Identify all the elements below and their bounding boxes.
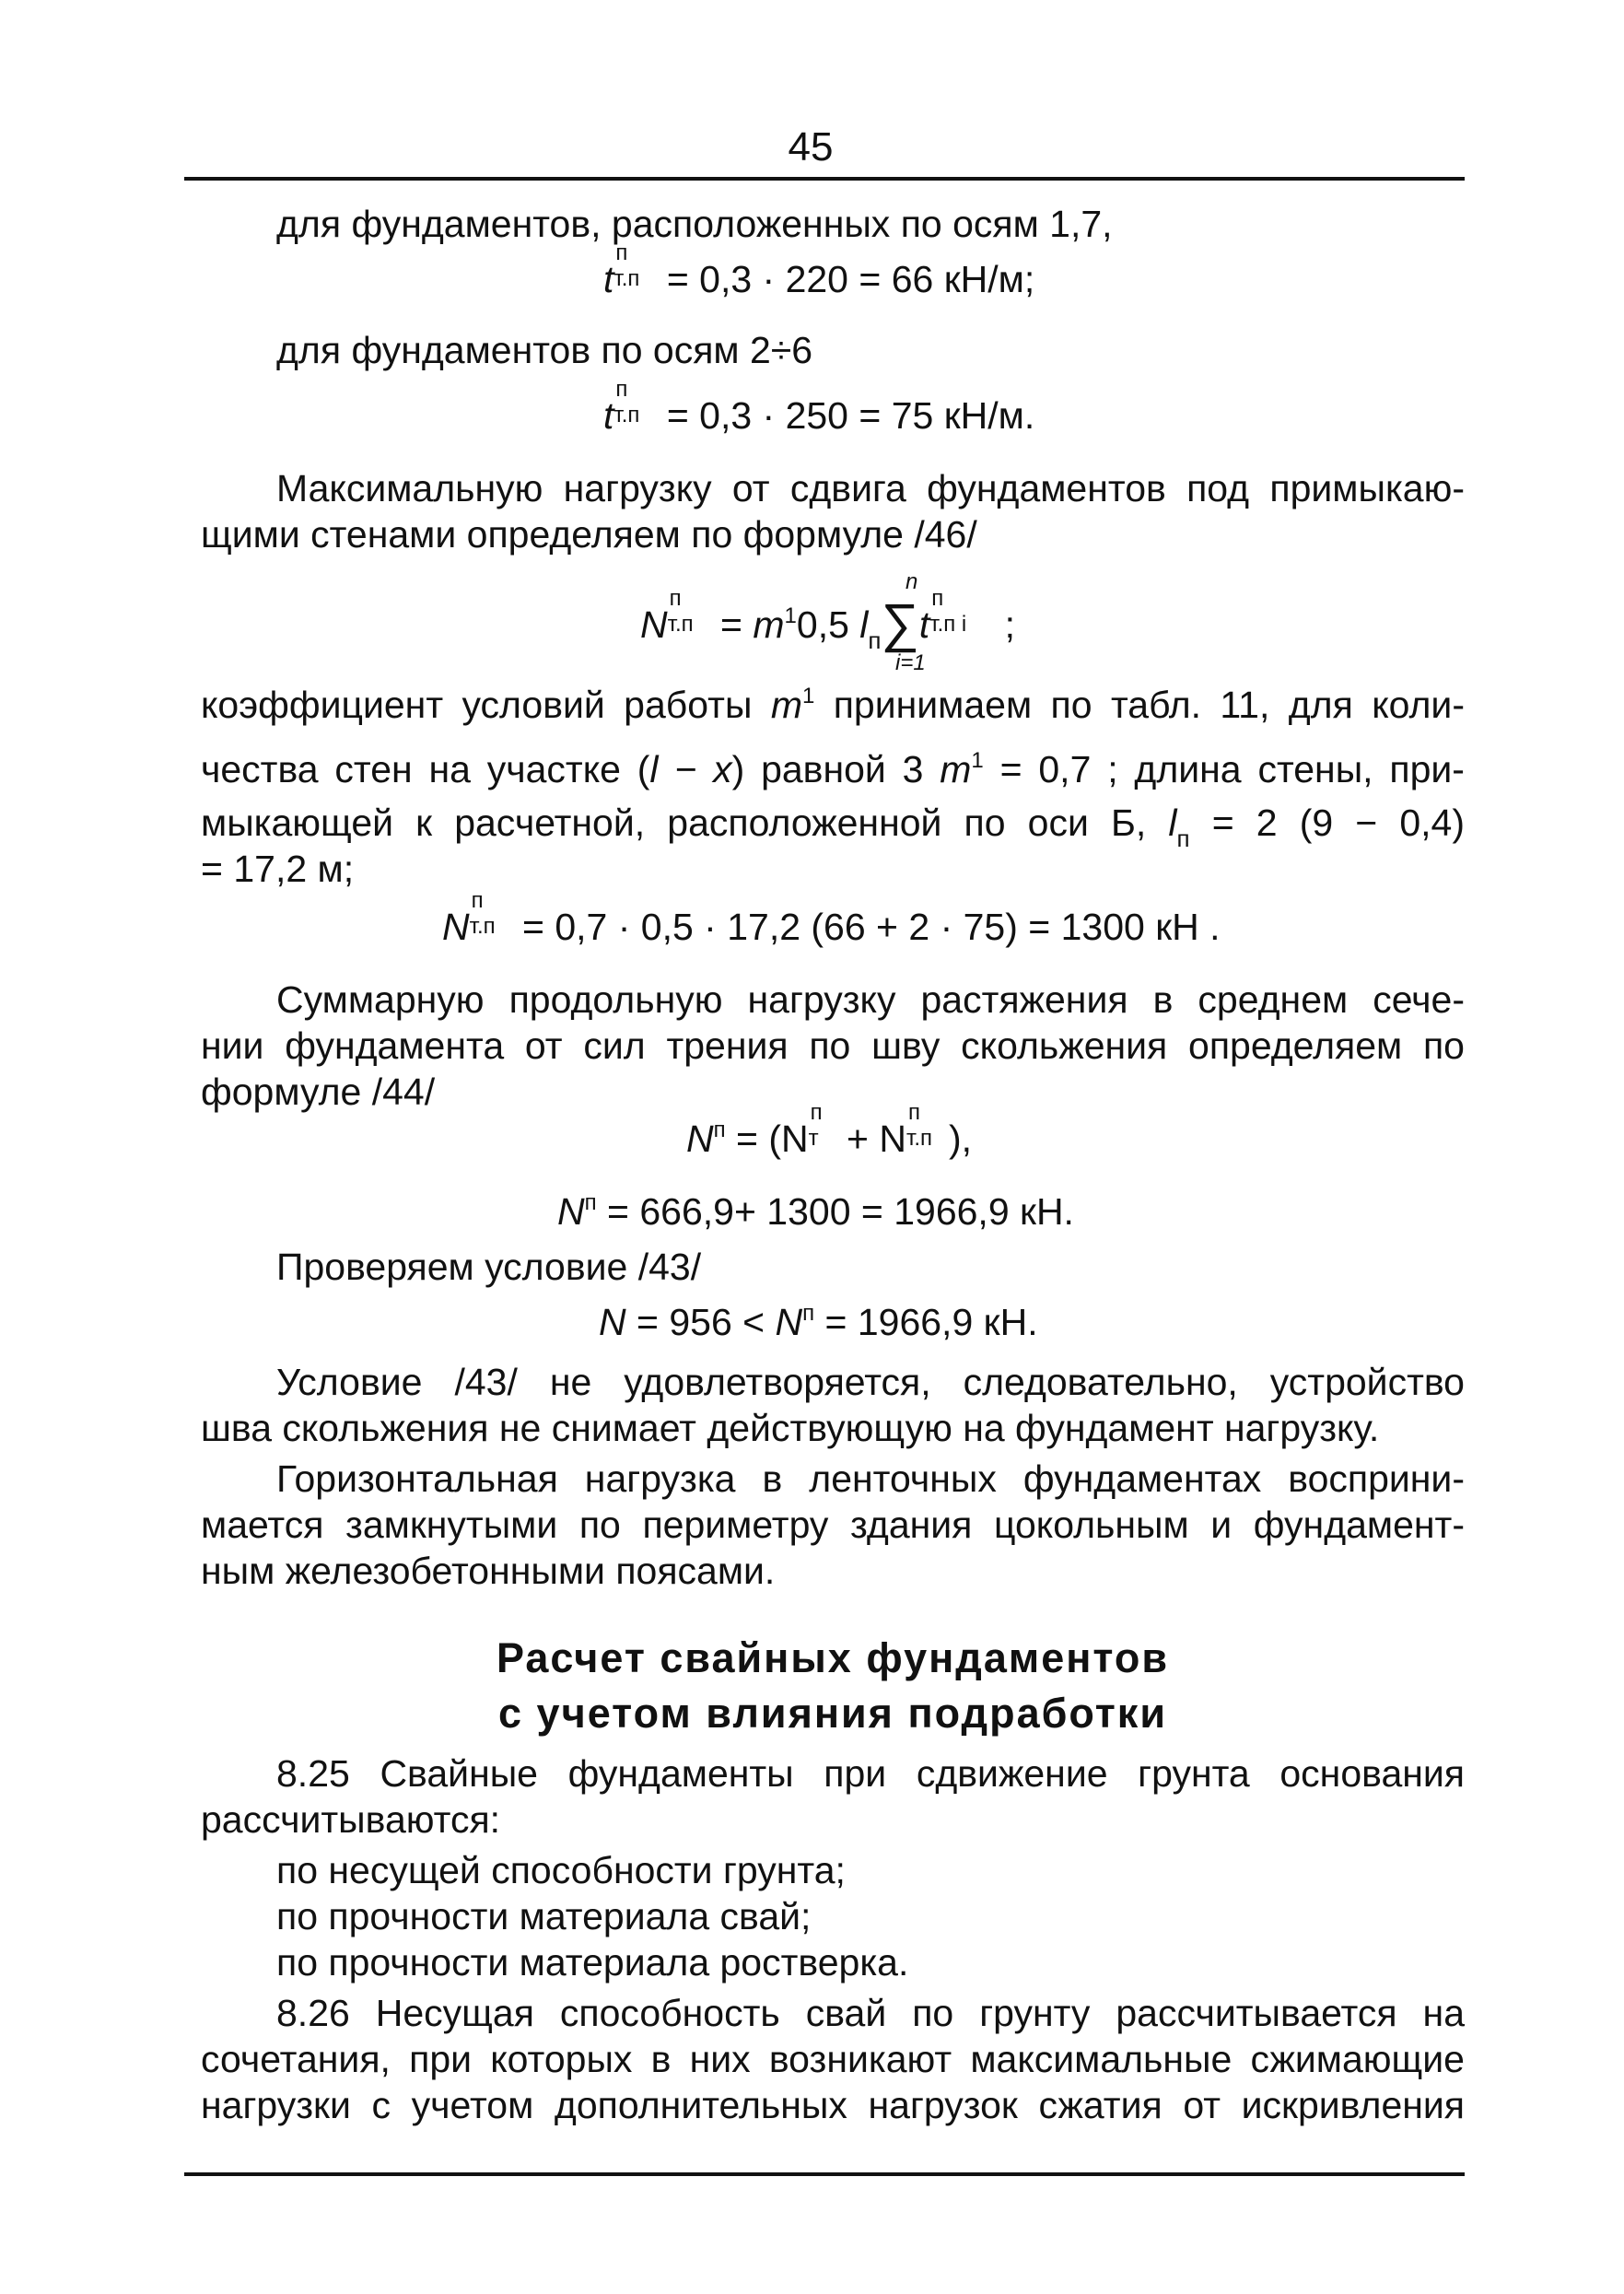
formula-check: $N = 956 < N^п = 1966,9$ кН.: [599, 1301, 1038, 1343]
sub-sup: п т.п i: [929, 586, 967, 637]
paragraph-line: щими стенами определяем по формуле /46/: [201, 513, 977, 556]
semicolon: ;: [1004, 603, 1016, 646]
formula-rhs: = 0,3 · 220 = 66 кН/м;: [666, 258, 1035, 300]
paragraph-line: рассчитываются:: [201, 1798, 501, 1841]
paragraph-line: = 17,2 м;: [201, 848, 355, 890]
paragraph-line: коэффициент условий работы $m^1$ принимаем по табл. 11, для коли-: [201, 684, 1465, 726]
page-number: 45: [788, 124, 834, 170]
top-rule: [184, 177, 1465, 181]
sum-upper-limit: n: [905, 569, 918, 594]
paragraph-line: мается замкнутыми по периметру здания цокольным и фундамент-: [201, 1504, 1465, 1546]
symbol-N: N: [557, 1190, 585, 1233]
paragraph-line: 8.26 Несущая способность свай по грунту рассчитывается на: [276, 1992, 1465, 2034]
sum-lower-limit: i=1: [895, 650, 926, 675]
formula-N-tp-value: [442, 888, 1221, 950]
text-line: для фундаментов по осям 2÷6: [276, 329, 813, 371]
sigma-symbol: ∑: [881, 593, 919, 653]
formula-part: ),: [948, 1118, 973, 1160]
sub-sup: п т.п: [905, 1100, 932, 1151]
sub-sup: п т.п: [613, 377, 640, 427]
sub-sup: п т: [808, 1100, 823, 1151]
paragraph-line: Суммарную продольную нагрузку растяжения в среднем сече-: [276, 978, 1465, 1021]
paragraph-line: чества стен на участке (l − x) равной 3 $m^1 = 0,7$ ; длина стены, при-: [201, 748, 1465, 790]
formula-part: + N: [847, 1118, 906, 1160]
paragraph-line: нии фундамента от сил трения по шву скольжения определяем по: [201, 1024, 1465, 1067]
formula-part: = (N: [736, 1118, 809, 1160]
paragraph-line: мыкающей к расчетной, расположенной по оси Б, $l_п = 2$ (9 − 0,4): [201, 802, 1465, 852]
paragraph-line: 8.25 Свайные фундаменты при сдвижение грунта основания: [276, 1752, 1465, 1795]
formula-t-axes-1-7: [603, 240, 1035, 302]
section-heading-line1: Расчет свайных фундаментов: [496, 1634, 1169, 1681]
symbol-t: t: [603, 394, 614, 437]
symbol-N: N: [640, 603, 668, 646]
formula-N-sum: $N^п = (N$ п т + N п т.п ),: [686, 1100, 973, 1160]
text-line: для фундаментов, расположенных по осям 1,7,: [276, 203, 1113, 245]
symbol-t: t: [603, 258, 614, 300]
symbol-t: t: [918, 603, 930, 646]
paragraph-line: шва скольжения не снимает действующую на фундамент нагрузку.: [201, 1407, 1380, 1449]
sub-sup: п т.п: [613, 240, 640, 291]
list-item: по прочности материала ростверка.: [276, 1941, 909, 1984]
paragraph-line: ным железобетонными поясами.: [201, 1550, 776, 1592]
sup-1: 1: [784, 603, 797, 628]
bottom-rule: [184, 2172, 1465, 2176]
formula-rhs: = 666,9+ 1300 = 1966,9 кН.: [607, 1190, 1074, 1233]
paragraph-line: Горизонтальная нагрузка в ленточных фундаментах восприни-: [276, 1457, 1465, 1500]
symbol-N: N: [599, 1301, 626, 1343]
paragraph-line: Проверяем условие /43/: [276, 1246, 702, 1288]
list-item: по несущей способности грунта;: [276, 1849, 846, 1891]
paragraph-line: формуле /44/: [201, 1071, 436, 1113]
formula-t-axes-2-6: [603, 377, 1035, 439]
formula-rhs: = 0,7 · 0,5 · 17,2 (66 + 2 · 75) = 1300 кН .: [522, 906, 1221, 948]
symbol-N: N: [775, 1301, 803, 1343]
list-item: по прочности материала свай;: [276, 1895, 812, 1937]
formula-N-tp: [640, 586, 1016, 654]
symbol-N: N: [442, 906, 470, 948]
symbol-m: m: [753, 603, 785, 646]
sub-sup: п т.п: [667, 586, 694, 637]
paragraph-line: нагрузки с учетом дополнительных нагрузок сжатия от искривления: [201, 2084, 1465, 2126]
symbol-l: l: [859, 603, 869, 646]
equals: =: [720, 603, 742, 646]
paragraph-line: Максимальную нагрузку от сдвига фундаментов под примыкаю-: [276, 467, 1465, 509]
sub-sup: п т.п: [469, 888, 496, 939]
formula-part: = 956 <: [637, 1301, 765, 1343]
formula-part: = 1966,9 кН.: [824, 1301, 1038, 1343]
formula-N-value: $N^п = 666,9+ 1300 = 1966,9$ кН.: [557, 1190, 1074, 1233]
sub-p: п: [868, 626, 882, 654]
paragraph-line: Условие /43/ не удовлетворяется, следовательно, устройство: [276, 1361, 1465, 1403]
formula-rhs: = 0,3 · 250 = 75 кН/м.: [666, 394, 1035, 437]
section-heading-line2: с учетом влияния подработки: [498, 1690, 1167, 1737]
symbol-N: N: [686, 1118, 714, 1160]
paragraph-line: сочетания, при которых в них возникают максимальные сжимающие: [201, 2038, 1465, 2080]
coef: 0,5: [796, 603, 849, 646]
